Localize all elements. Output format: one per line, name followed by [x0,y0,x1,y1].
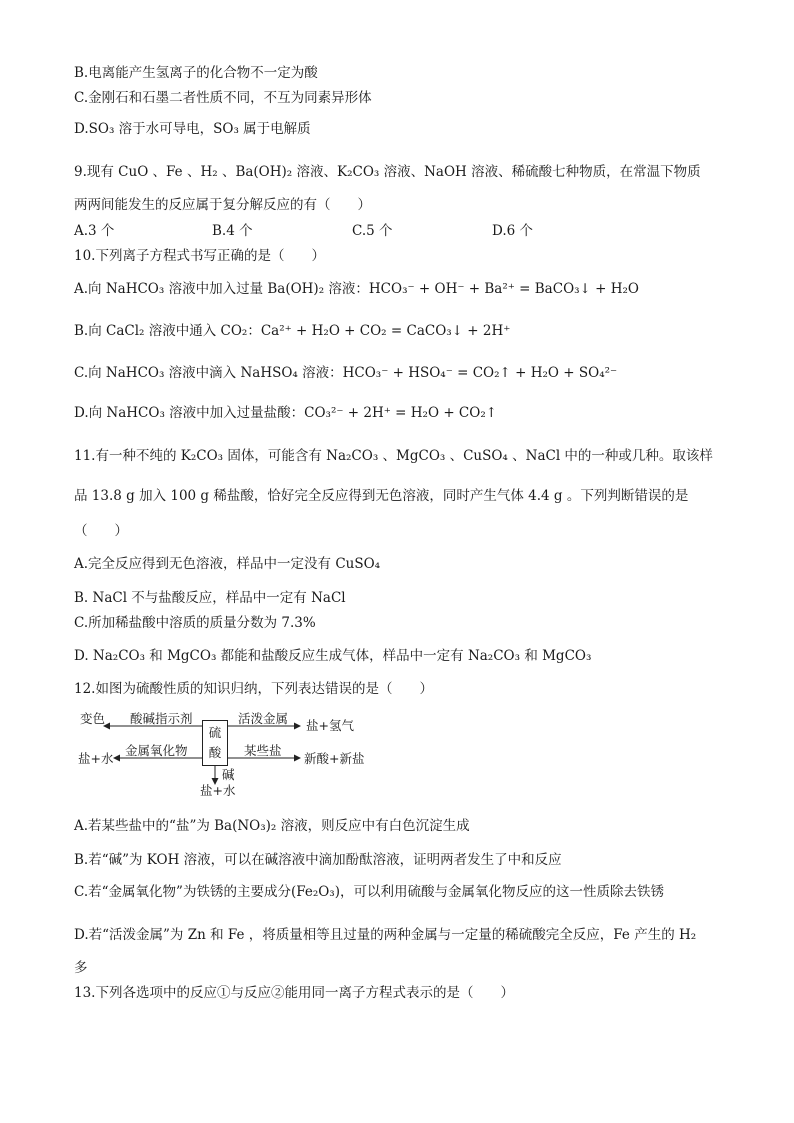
q12-option-d-line1: D.若“活泼金属”为 Zn 和 Fe ，将质量相等且过量的两种金属与一定量的稀硫酸完全反应，Fe 产生的 H₂ [74,927,697,943]
q10-option-a: A.向 NaHCO₃ 溶液中加入过量 Ba(OH)₂ 溶液：HCO₃⁻ + OH⁻ + Ba²⁺ = BaCO₃↓ + H₂O [74,281,640,297]
q11-option-a: A.完全反应得到无色溶液，样品中一定没有 CuSO₄ [74,556,381,572]
result-color-change: 变色 [80,711,106,726]
q11-stem-line2: 品 13.8 g 加入 100 g 稀盐酸，恰好完全反应得到无色溶液，同时产生气体 4.4 g 。下列判断错误的是 [74,488,689,504]
q11-option-d: D. Na₂CO₃ 和 MgCO₃ 都能和盐酸反应生成气体，样品中一定有 Na₂CO₃ 和 MgCO₃ [74,648,592,664]
sulfuric-acid-box [202,720,228,766]
q9-option-a: A.3 个 [74,223,115,239]
q10-option-b: B.向 CaCl₂ 溶液中通入 CO₂：Ca²⁺ + H₂O + CO₂ = CaCO₃↓ + 2H⁺ [74,323,511,339]
q9-option-d: D.6 个 [492,223,534,239]
q9-option-b: B.4 个 [212,223,253,239]
label-base: 碱 [222,767,235,782]
label-metal-oxide: 金属氧化物 [125,743,188,758]
q10-option-c: C.向 NaHCO₃ 溶液中滴入 NaHSO₄ 溶液：HCO₃⁻ + HSO₄⁻ = CO₂↑ + H₂O + SO₄²⁻ [74,365,618,381]
center-char-bottom: 酸 [208,745,222,760]
label-acid-base-indicator: 酸碱指示剂 [130,711,193,726]
q9-option-c: C.5 个 [352,223,393,239]
q12-option-d-line2: 多 [74,960,88,976]
q8-option-c: C.金刚石和石墨二者性质不同，不互为同素异形体 [74,90,372,106]
q12-option-a: A.若某些盐中的“盐”为 Ba(NO₃)₂ 溶液，则反应中有白色沉淀生成 [74,818,470,834]
label-certain-salts: 某些盐 [244,743,282,758]
q11-option-b: B. NaCl 不与盐酸反应，样品中一定有 NaCl [74,590,346,606]
result-salt-water-left: 盐+水 [78,751,114,766]
q9-stem-line1: 9.现有 CuO 、Fe 、H₂ 、Ba(OH)₂ 溶液、K₂CO₃ 溶液、NaOH 溶液、稀硫酸七种物质，在常温下物质 [74,164,701,180]
q11-stem-line1: 11.有一种不纯的 K₂CO₃ 固体，可能含有 Na₂CO₃ 、MgCO₃ 、CuSO₄ 、NaCl 中的一种或几种。取该样 [74,448,713,464]
result-new-acid-salt: 新酸+新盐 [304,751,365,766]
result-salt-water-down: 盐+水 [200,783,236,798]
q9-stem-line2: 两两间能发生的反应属于复分解反应的有（ ） [74,197,371,213]
q12-option-c: C.若“金属氧化物”为铁锈的主要成分(Fe₂O₃)，可以利用硫酸与金属氧化物反应的这一性质除去铁锈 [74,884,664,900]
q8-option-b: B.电离能产生氢离子的化合物不一定为酸 [74,65,318,81]
q8-option-d: D.SO₃ 溶于水可导电，SO₃ 属于电解质 [74,121,311,137]
q11-stem-line3: （ ） [74,523,128,539]
sulfuric-acid-diagram [74,706,374,798]
label-active-metal: 活泼金属 [238,711,289,726]
q11-option-c: C.所加稀盐酸中溶质的质量分数为 7.3% [74,615,316,631]
q13-stem: 13.下列各选项中的反应①与反应②能用同一离子方程式表示的是（ ） [74,985,514,1001]
q12-stem: 12.如图为硫酸性质的知识归纳，下列表达错误的是（ ） [74,681,433,697]
result-salt-hydrogen: 盐+氢气 [306,718,354,733]
center-char-top: 硫 [208,725,222,740]
q10-option-d: D.向 NaHCO₃ 溶液中加入过量盐酸：CO₃²⁻ + 2H⁺ = H₂O + CO₂↑ [74,405,498,421]
q12-option-b: B.若“碱”为 KOH 溶液，可以在碱溶液中滴加酚酞溶液，证明两者发生了中和反应 [74,852,562,868]
q10-stem: 10.下列离子方程式书写正确的是（ ） [74,248,325,264]
